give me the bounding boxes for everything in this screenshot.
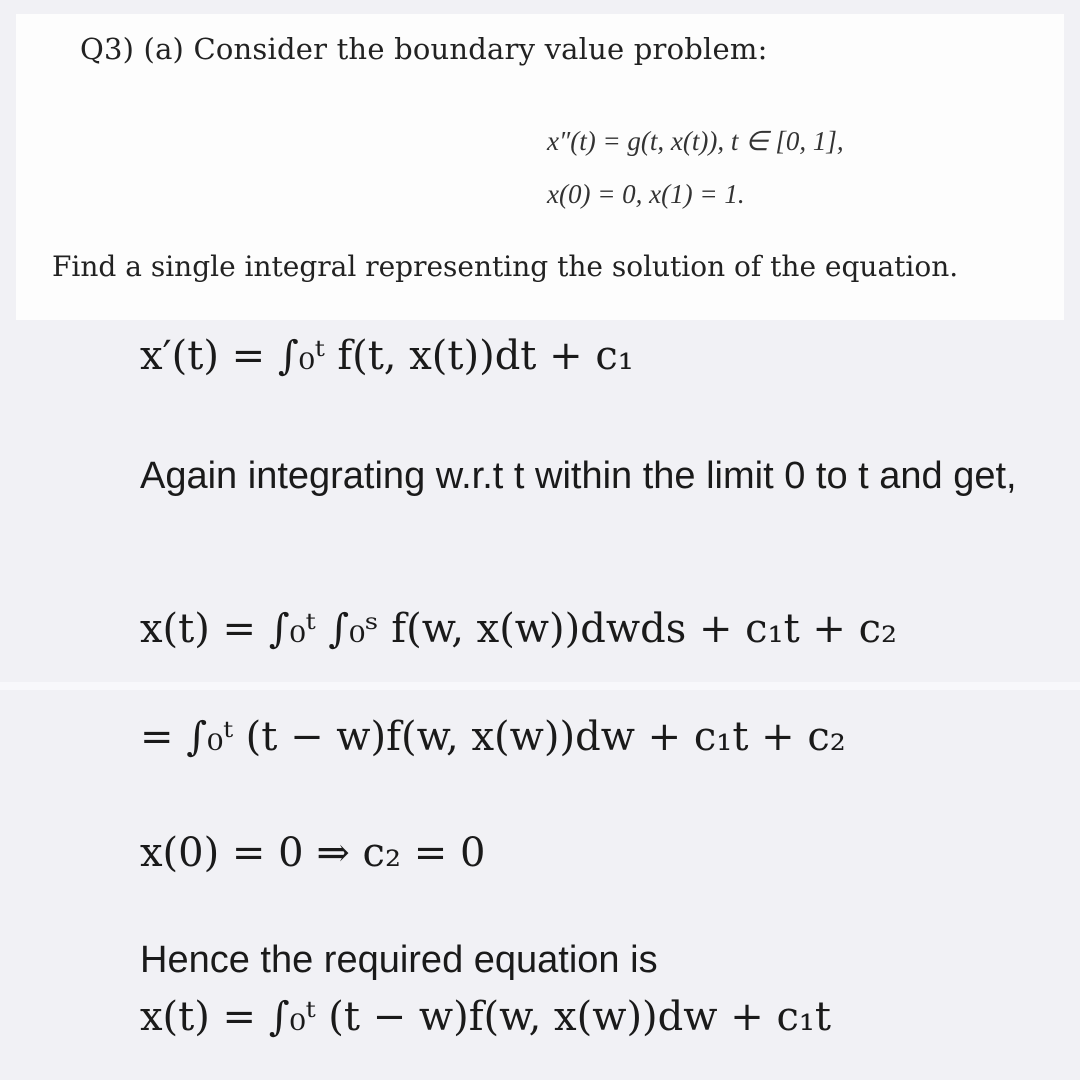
- differential-equation: x″(t) = g(t, x(t)), t ∈ [0, 1],: [547, 126, 844, 156]
- solution-initial-condition: x(0) = 0 ⇒ c₂ = 0: [140, 830, 486, 876]
- solution-explanation: Again integrating w.r.t t within the limit 0 to t and get,: [140, 455, 1017, 497]
- question-heading: Q3) (a) Consider the boundary value problem:: [80, 32, 768, 66]
- divider-band: [0, 682, 1080, 690]
- solution-first-integral: x′(t) = ∫₀ᵗ f(t, x(t))dt + c₁: [140, 333, 634, 379]
- solution-single-integral: = ∫₀ᵗ (t − w)f(w, x(w))dw + c₁t + c₂: [140, 714, 846, 760]
- question-prompt: Find a single integral representing the solution of the equation.: [52, 250, 959, 283]
- boundary-conditions: x(0) = 0, x(1) = 1.: [547, 179, 745, 209]
- solution-double-integral: x(t) = ∫₀ᵗ ∫₀ˢ f(w, x(w))dwds + c₁t + c₂: [140, 606, 898, 652]
- final-solution: x(t) = ∫₀ᵗ (t − w)f(w, x(w))dw + c₁t: [140, 994, 831, 1040]
- conclusion-text: Hence the required equation is: [140, 939, 658, 981]
- question-panel: [16, 14, 1064, 320]
